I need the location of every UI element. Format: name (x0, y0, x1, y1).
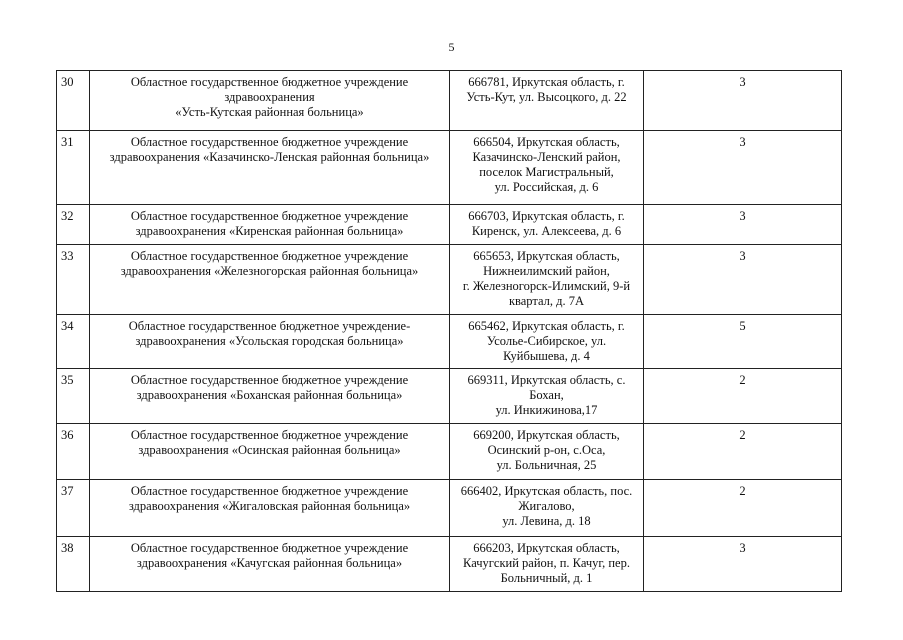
address-line: Куйбышева, д. 4 (503, 349, 590, 363)
institution-name (90, 245, 450, 315)
institution-name-line: Областное государственное бюджетное учреждение (130, 135, 409, 149)
address-line: Больничный, д. 1 (500, 571, 593, 585)
address-line: 665462, Иркутская область, г. (468, 319, 625, 333)
institution-name-line: Областное государственное бюджетное учреждение (130, 484, 409, 498)
institution-name (90, 205, 450, 245)
row-number: 38 (57, 537, 90, 592)
institution-name-line: здравоохранения «Качугская районная больница» (136, 556, 403, 570)
quantity: 2 (644, 480, 842, 537)
address-line: Осинский р-он, с.Оса, (487, 443, 606, 457)
institution-name-line: здравоохранения «Киренская районная больница» (135, 224, 404, 238)
row-number: 37 (57, 480, 90, 537)
quantity: 3 (644, 245, 842, 315)
row-number: 34 (57, 315, 90, 369)
row-number: 32 (57, 205, 90, 245)
quantity: 5 (644, 315, 842, 369)
page-number: 5 (448, 40, 455, 54)
institution-name-line: здравоохранения «Боханская районная больница» (136, 388, 403, 402)
institution-name-line: здравоохранения «Осинская районная больница» (138, 443, 401, 457)
quantity: 3 (644, 131, 842, 205)
table-row (57, 205, 842, 245)
institution-name-line: Областное государственное бюджетное учреждение (130, 209, 409, 223)
quantity: 2 (644, 369, 842, 424)
address-line: 666703, Иркутская область, г. (468, 209, 625, 223)
address-line: 666203, Иркутская область, (473, 541, 620, 555)
address-line: г. Железногорск-Илимский, 9-й (462, 279, 631, 293)
institution-name-line: «Усть-Кутская районная больница» (175, 105, 364, 119)
address-line: ул. Российская, д. 6 (494, 180, 599, 194)
quantity: 2 (644, 424, 842, 480)
institution-name-line: Областное государственное бюджетное учреждение (130, 373, 409, 387)
row-number: 33 (57, 245, 90, 315)
address-line: Бохан, (529, 388, 564, 402)
table-row (57, 369, 842, 424)
address-line: 669311, Иркутская область, с. (467, 373, 626, 387)
row-number: 35 (57, 369, 90, 424)
address-line: 666402, Иркутская область, пос. (460, 484, 633, 498)
institution-name (90, 71, 450, 131)
institution-name (90, 131, 450, 205)
institution-address (450, 315, 644, 369)
address-line: ул. Больничная, 25 (496, 458, 597, 472)
institution-name-line: здравоохранения (224, 90, 315, 104)
address-line: Казачинско-Ленский район, (472, 150, 621, 164)
address-line: 666504, Иркутская область, (473, 135, 620, 149)
institution-name-line: Областное государственное бюджетное учреждение (130, 428, 409, 442)
institution-name (90, 537, 450, 592)
institution-address (450, 369, 644, 424)
institution-name-line: Областное государственное бюджетное учреждение (130, 541, 409, 555)
table-row (57, 537, 842, 592)
table-row (57, 71, 842, 131)
institution-name-line: здравоохранения «Жигаловская районная больница» (128, 499, 411, 513)
institution-name (90, 369, 450, 424)
table-row (57, 131, 842, 205)
address-line: 666781, Иркутская область, г. (468, 75, 625, 89)
address-line: Киренск, ул. Алексеева, д. 6 (471, 224, 622, 238)
institution-address (450, 424, 644, 480)
institution-name-line: Областное государственное бюджетное учреждение (130, 249, 409, 263)
address-line: Усть-Кут, ул. Высоцкого, д. 22 (466, 90, 627, 104)
quantity: 3 (644, 537, 842, 592)
institutions-table-body (57, 71, 842, 592)
institution-name-line: здравоохранения «Усольская городская больница» (135, 334, 404, 348)
institution-name (90, 424, 450, 480)
institution-address (450, 71, 644, 131)
address-line: Усолье-Сибирское, ул. (486, 334, 607, 348)
institution-name-line: Областное государственное бюджетное учреждение- (128, 319, 411, 333)
institution-address (450, 131, 644, 205)
address-line: 665653, Иркутская область, (473, 249, 620, 263)
institution-address (450, 537, 644, 592)
institution-name (90, 480, 450, 537)
row-number: 31 (57, 131, 90, 205)
row-number: 36 (57, 424, 90, 480)
institution-name-line: Областное государственное бюджетное учреждение (130, 75, 409, 89)
table-row (57, 315, 842, 369)
institution-address (450, 245, 644, 315)
institution-name-line: здравоохранения «Казачинско-Ленская районная больница» (109, 150, 430, 164)
institutions-table (56, 70, 842, 592)
address-line: Нижнеилимский район, (483, 264, 610, 278)
address-line: Жигалово, (518, 499, 575, 513)
institution-address (450, 205, 644, 245)
quantity: 3 (644, 205, 842, 245)
table-row (57, 424, 842, 480)
table-row (57, 480, 842, 537)
table-row (57, 245, 842, 315)
institution-address (450, 480, 644, 537)
address-line: Качугский район, п. Качуг, пер. (463, 556, 630, 570)
row-number: 30 (57, 71, 90, 131)
address-line: квартал, д. 7А (508, 294, 585, 308)
address-line: поселок Магистральный, (479, 165, 614, 179)
institution-name (90, 315, 450, 369)
quantity: 3 (644, 71, 842, 131)
address-line: ул. Левина, д. 18 (502, 514, 591, 528)
institution-name-line: здравоохранения «Железногорская районная больница» (120, 264, 419, 278)
address-line: ул. Инкижинова,17 (495, 403, 598, 417)
address-line: 669200, Иркутская область, (473, 428, 620, 442)
